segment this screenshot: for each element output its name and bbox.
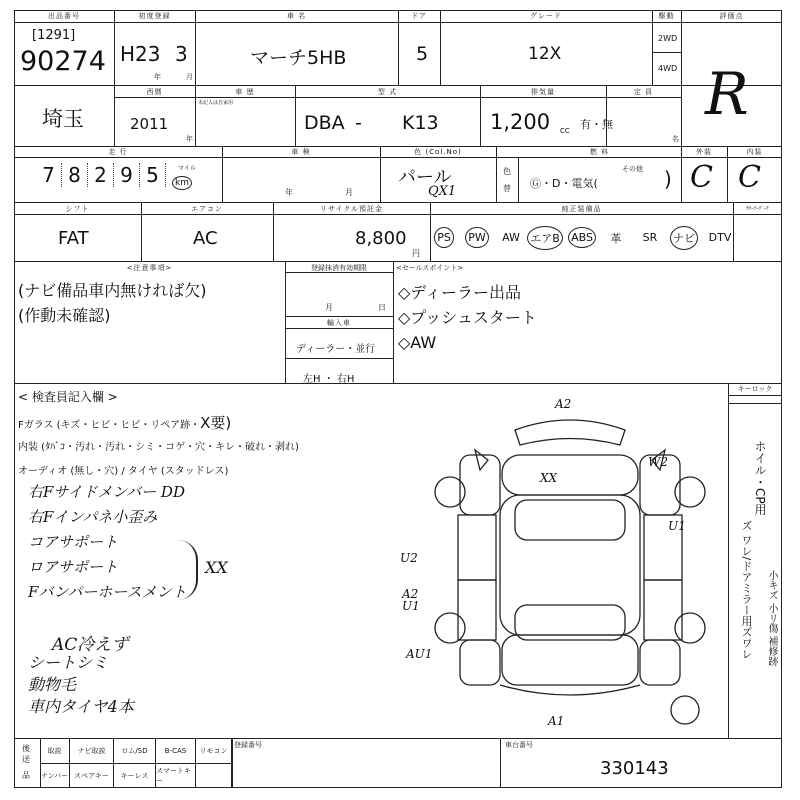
inspection-year-unit: 年 (285, 188, 293, 197)
footer-left-2: 品 (22, 771, 30, 780)
ac-value: AC (193, 228, 218, 249)
sales-point: ◇AW (398, 333, 437, 352)
import-mid (285, 358, 393, 359)
interior-grade: C (738, 160, 761, 195)
recycle-value: 8,800 (355, 228, 407, 249)
grade-label: グレード (530, 12, 562, 20)
ac-label: エアコン (191, 205, 223, 213)
mileage-label: 走 行 (108, 148, 128, 156)
fuel-other: その他 (622, 165, 643, 173)
inspector-audio: オーディオ (無し・穴) / タイヤ (スタッドレス) (18, 466, 229, 477)
car-body-outline (515, 420, 625, 445)
v-lot (114, 10, 115, 85)
mileage-digit: 8 (62, 163, 88, 187)
drive-label: 駆動 (658, 12, 675, 20)
reg-no-label: 登録番号 (234, 741, 262, 749)
spare-wheel (671, 696, 699, 724)
first-reg-era: H23 (120, 42, 161, 66)
exterior-label: 外装 (696, 148, 712, 156)
first-reg-month: 3 (175, 42, 188, 66)
reg-bottom (285, 316, 393, 317)
import-label: 輸入車 (327, 319, 351, 327)
inspector-more-line: シートシミ (28, 653, 109, 672)
km-unit (172, 176, 192, 190)
mileage-digit: 2 (88, 163, 114, 187)
inspector-hand-line: Fバンパーホースメント (28, 583, 187, 601)
drive-2wd: 2WD (658, 34, 678, 43)
inspector-more-line: 車内タイヤ4本 (28, 697, 134, 716)
sales-point: ◇ディーラー出品 (398, 283, 522, 302)
reg-label: 登録抹消有効期限 (311, 264, 367, 272)
color-label: 色 (Col.No) (414, 148, 462, 156)
mirror-left (475, 450, 488, 470)
footer-cell: スペアキー (70, 763, 114, 788)
inspector-more-line: 動物毛 (28, 675, 77, 694)
model-year-unit: 年 (186, 135, 193, 143)
v-model (398, 10, 399, 85)
equipment-item (601, 214, 631, 261)
caution-lines (18, 278, 207, 328)
km-circle: km (172, 176, 192, 190)
equipment-label: AW (502, 231, 520, 244)
equipment-item (700, 214, 740, 261)
equipment-label: ABS (568, 227, 596, 248)
inspector-glass-text: Fガラス (キズ・ヒビ・ヒビ・リペア跡・ (18, 420, 201, 431)
v-drive (681, 10, 682, 150)
row2-bottom (14, 146, 782, 147)
notes-bottom (14, 383, 782, 384)
keylock-vertical-1: ホイル・CP用 (753, 440, 767, 516)
sales-point: ◇プッシュスタート (398, 308, 537, 327)
model-dash: - (355, 112, 362, 134)
windshield (515, 500, 625, 540)
door-label: ドア (411, 12, 427, 20)
model-code: K13 (402, 112, 439, 134)
inspector-hand-line: 右Fインパネ小歪み (28, 508, 158, 526)
trunk (502, 635, 638, 685)
lot-sub: [1291] (32, 28, 76, 43)
cc-unit: CC (560, 127, 570, 135)
footer-left-1: 後 送 (22, 744, 30, 764)
interior-label: 内装 (746, 148, 763, 156)
keylock-vertical-3: 小キズ 小リ傷 補修跡 (766, 570, 777, 667)
diag-a1: A1 (548, 714, 565, 728)
yen-unit: 円 (412, 249, 420, 258)
caution-line: (作動未確認) (18, 306, 111, 325)
model-year: 2011 (130, 115, 169, 133)
left-front-fender (460, 455, 500, 515)
equipment-row (430, 214, 782, 261)
roof (500, 495, 640, 635)
equipment-item (459, 214, 495, 261)
sales-points (398, 280, 537, 355)
footer-cell: ロム/SD (114, 738, 156, 763)
shift-label: シフト (65, 205, 90, 213)
drive-4wd: 4WD (658, 64, 678, 73)
inspection-month-unit: 月 (345, 188, 353, 197)
footer-cell: スマートキー (156, 763, 196, 788)
row3-label-line (14, 157, 782, 158)
footer-cell: ナビ取説 (70, 738, 114, 763)
left-rear-door (458, 580, 496, 640)
row1-divider-bottom (14, 85, 782, 86)
color-code: QX1 (428, 184, 457, 199)
score-value: R (705, 60, 749, 128)
v-first (195, 10, 196, 85)
equipment-label: SR (642, 231, 658, 244)
lot-label: 出品番号 (48, 12, 80, 20)
v7-cells (232, 738, 233, 788)
caution-label: <注意事項> (126, 264, 173, 272)
equipment-label: PS (434, 227, 454, 248)
inspector-hand-line: ロアサポート (28, 558, 119, 576)
equipment-item (632, 214, 668, 261)
shift-value: FAT (58, 228, 89, 249)
v-door (440, 10, 441, 85)
footer-cells (40, 738, 232, 788)
inspection-label: 車 検 (291, 148, 311, 156)
color-value: パール (398, 167, 452, 188)
diag-u1-right: U1 (668, 519, 686, 533)
model-code-label: 型 式 (377, 88, 398, 96)
drive-mid (652, 52, 681, 53)
equipment-item (496, 214, 526, 261)
mileage-digit: 9 (114, 163, 140, 187)
inspector-hand-line: 右Fサイドメンバー DD (28, 483, 185, 501)
equipment-item (430, 214, 458, 261)
right-rear-fender (640, 640, 680, 685)
chassis-number: 330143 (600, 758, 669, 779)
chassis-label: 車台番号 (505, 741, 533, 749)
left-rear-fender (460, 640, 500, 685)
wheel-rear-left (435, 613, 465, 643)
footer-cell: B-CAS (156, 738, 196, 763)
capacity-unit: 名 (672, 135, 679, 143)
equipment-label: エアB (527, 226, 563, 250)
model-name: マーチ5HB (250, 47, 347, 69)
inspector-interior: 内装 (ﾀﾊﾞｺ・汚れ・汚れ・シミ・コゲ・穴・キレ・破れ・剥れ) (18, 442, 299, 453)
v-grade (652, 10, 653, 85)
door-count: 5 (416, 43, 429, 65)
mileage-digit: 5 (140, 163, 166, 187)
more-lines (28, 652, 134, 718)
reg-month: 月 (325, 303, 333, 312)
footer-cell: キーレス (114, 763, 156, 788)
region: 埼玉 (42, 107, 84, 131)
keylock-vertical-2: ズ ワレ/ドアミラー用ズワレ (740, 520, 753, 660)
color-change-a: 色 (503, 167, 511, 176)
caution-line: (ナビ備品車内無ければ欠) (18, 281, 207, 300)
v5-reg (393, 261, 394, 383)
model-label: 車 名 (286, 12, 307, 20)
year-label: 西暦 (146, 88, 163, 96)
diag-u2-left: U2 (400, 551, 418, 565)
diag-u1-left: U1 (402, 599, 420, 613)
history-sub: 未記入は自家用 (198, 100, 234, 106)
score-label: 評価点 (719, 12, 744, 20)
fuel-label: 燃 料 (589, 148, 610, 156)
handle-line: 左H ・ 右H (303, 374, 355, 385)
inspector-glass (18, 412, 231, 433)
inspector-title: < 検査員記入欄 > (18, 390, 118, 404)
lot-number: 90274 (20, 46, 106, 77)
diag-w2: W2 (648, 455, 668, 469)
equipment-item (564, 214, 600, 261)
equipment-item (669, 214, 699, 261)
keylock-label: キーロック (737, 385, 773, 393)
rear-bumper (500, 685, 640, 695)
wheel-rear-right (675, 613, 705, 643)
row3-bottom (14, 202, 782, 203)
footer-cell (196, 763, 232, 788)
displacement-label: 排気量 (531, 88, 555, 96)
equipment-item (527, 214, 563, 261)
mile-unit: マイル (178, 165, 196, 172)
first-reg-label: 初度登録 (138, 12, 171, 20)
fuel-value: Ⓖ・D・電気( (530, 177, 598, 190)
footer-cell: リモコン (196, 738, 232, 763)
footer-cell: ナンバー (40, 763, 70, 788)
keylock-line (728, 395, 782, 396)
mileage-digits (36, 163, 166, 195)
diag-xx-roof: XX (540, 471, 558, 485)
reg-day: 日 (378, 303, 386, 312)
inspector-hand-line: コアサポート (28, 533, 119, 551)
v7-reg (500, 738, 501, 788)
kb-label: ｶﾗｰﾅｰﾃﾞｰﾃ (746, 206, 769, 212)
exterior-grade: C (690, 160, 713, 195)
year-unit: 年 (154, 73, 161, 81)
recycle-label: リサイクル預託金 (319, 205, 384, 213)
footer-cell: 取説 (40, 738, 70, 763)
row2-label-line (114, 97, 681, 98)
equipment-label: 革 (610, 231, 622, 245)
v3-color (496, 146, 497, 202)
equipment-label: ナビ (670, 226, 698, 250)
right-rear-door (644, 580, 682, 640)
v6-keylock (728, 383, 729, 738)
fuel-close: ) (664, 167, 672, 191)
inspector-glass-mark: X要) (200, 414, 232, 432)
color-change-b: 替 (503, 184, 511, 193)
displacement: 1,200 (490, 110, 551, 134)
left-front-door (458, 515, 496, 580)
inspector-xx: XX (205, 558, 228, 577)
equipment-label: PW (465, 227, 489, 248)
row4-bottom (14, 261, 782, 262)
diag-au1: AU1 (406, 647, 433, 661)
import-line (285, 328, 393, 329)
hood (502, 455, 638, 495)
history-label: 車 歴 (235, 88, 255, 96)
yes-no: 有・無 (580, 118, 613, 131)
v3-colchg (518, 157, 519, 202)
diag-a2-top: A2 (555, 397, 572, 411)
hand-lines (28, 480, 187, 605)
grade-value: 12X (528, 44, 562, 64)
equipment-label: DTV (708, 231, 732, 244)
mileage-digit: 7 (36, 163, 62, 187)
ac-note: AC冷えず (52, 635, 129, 655)
equipment-label: 純正装備品 (561, 205, 602, 213)
car-diagram (400, 397, 720, 740)
dealer-line: ディーラー・並行 (296, 344, 376, 355)
keylock-line2 (728, 403, 782, 404)
capacity-label: 定 員 (633, 88, 654, 96)
model-prefix: DBA (304, 112, 345, 134)
month-unit: 月 (186, 73, 193, 81)
sales-label: <セールスポイント> (396, 264, 464, 272)
diag-a2-left: A2 (402, 587, 419, 601)
